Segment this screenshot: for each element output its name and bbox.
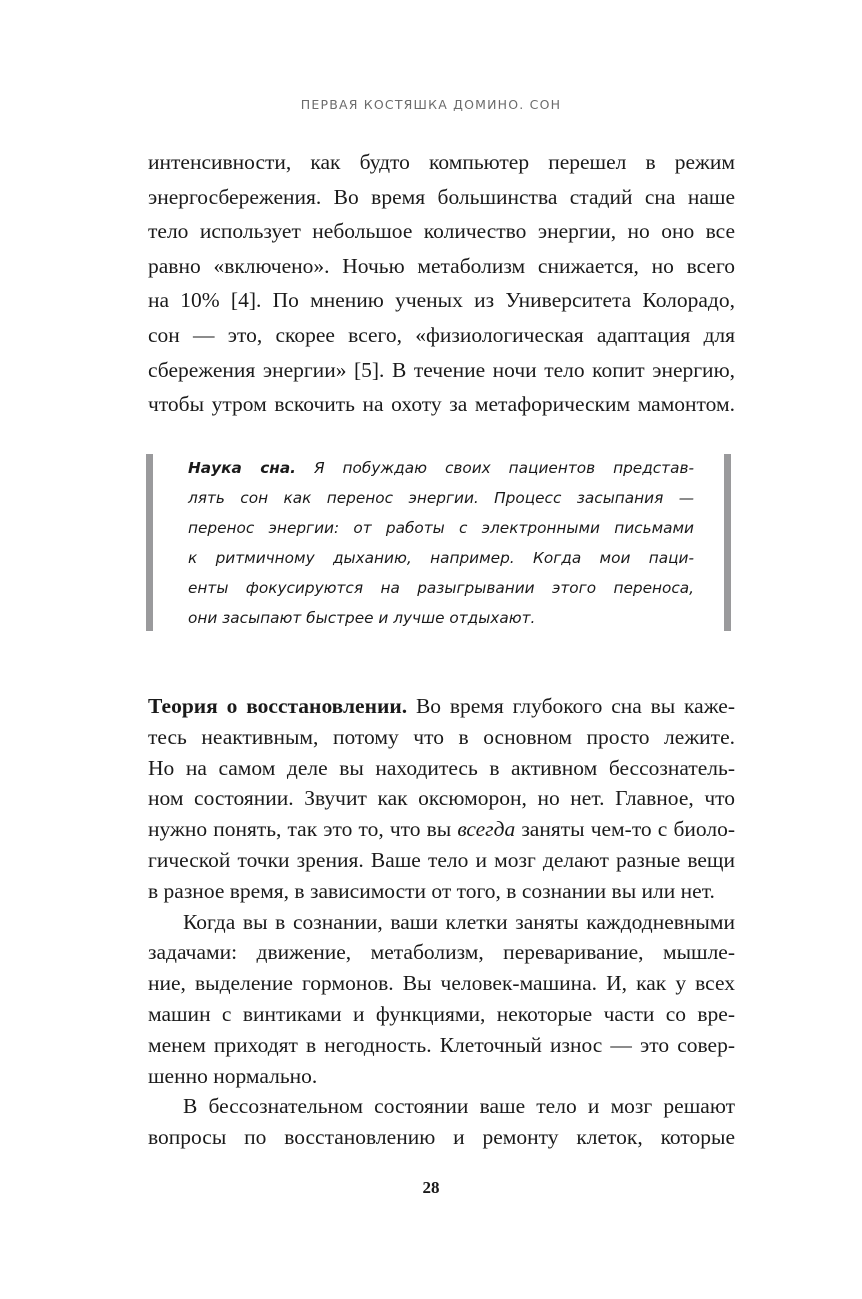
text-line [188,543,694,573]
text-line [148,145,735,180]
text-run: Когда вы в сознании, ваши клетки заняты каждодневными [183,909,735,934]
text-run: менем приходят в негодность. Клеточный износ — это совер- [148,1032,735,1057]
text-run: Я побуждаю своих пациентов представ- [296,459,694,477]
paragraph-awake-cells [148,907,735,1092]
text-run: они засыпают быстрее и лучше отдыхают. [188,609,536,627]
text-line [148,783,735,814]
text-line [148,907,735,938]
paragraph-energy-conservation [148,145,735,422]
paragraph-unconscious-repair [148,1091,735,1153]
text-run: равно «включено». Ночью метаболизм снижается, но всего [148,253,735,278]
text-run: тело использует небольшое количество энергии, но оно все [148,219,735,244]
text-run: Но на самом деле вы находитесь в активном бессознатель- [148,755,735,780]
text-run: ние, выделение гормонов. Вы человек-машина. И, как у всех [148,971,735,996]
text-run: сон — это, скорее всего, «физиологическая адаптация для [148,322,735,347]
text-run: шенно нормально. [148,1063,318,1088]
page-number: 28 [422,1178,440,1197]
italic-emphasis: всегда [457,817,516,842]
text-run: энергосбережения. Во время большинства стадий сна наше [148,184,735,209]
sidebar-text [188,453,694,633]
text-run: перенос энергии: от работы с электронными письмами [188,519,694,537]
text-line [148,814,735,845]
text-run: Во время глубокого сна вы каже- [407,694,735,718]
text-run: к ритмичному дыханию, например. Когда мои паци- [188,549,694,567]
text-run: сбережения энергии» [5]. В течение ночи тело копит энергию, [148,357,735,382]
text-run: машин с винтиками и функциями, некоторые части со вре- [148,1001,735,1026]
text-run: гической точки зрения. Ваше тело и мозг делают разные вещи [148,847,735,872]
text-run: вопросы по восстановлению и ремонту клеток, которые [148,1125,735,1150]
text-run: ном состоянии. Звучит как оксюморон, но нет. Главное, что [148,786,735,811]
text-line [148,999,735,1030]
bold-lead-in: Наука сна. [188,459,296,477]
sidebar-right-bar [724,454,731,631]
bold-lead-in: Теория о восстановлении. [148,694,408,718]
text-line [148,353,735,388]
text-line [148,318,735,353]
text-line [148,876,735,907]
text-line [148,1091,735,1122]
text-line [148,753,735,784]
text-line [148,180,735,215]
text-line [188,573,694,603]
text-line [148,937,735,968]
text-run: в разное время, в зависимости от того, в сознании вы или нет. [148,878,715,903]
sidebar-box-sleep-science [146,454,731,631]
text-run: чтобы утром вскочить на охоту за метафорическим мамонтом. [148,392,735,417]
text-line [148,249,735,284]
text-run: заняты чем-то с биоло- [515,817,735,842]
text-run: лять сон как перенос энергии. Процесс засыпания — [188,489,694,507]
text-line [148,1061,735,1092]
text-run: В бессознательном состоянии ваше тело и мозг решают [183,1094,735,1119]
text-line [148,968,735,999]
text-line [188,453,694,483]
text-line [148,214,735,249]
main-text-flow [148,691,735,1153]
text-run: задачами: движение, метаболизм, переваривание, мышле- [148,940,735,965]
running-header: ПЕРВАЯ КОСТЯШКА ДОМИНО. СОН [300,97,562,112]
text-run: интенсивности, как будто компьютер перешел в режим [148,150,735,174]
text-line [188,483,694,513]
text-line [188,603,694,633]
text-run: тесь неактивным, потому что в основном просто лежите. [148,724,735,749]
text-line [148,691,735,722]
text-line [188,513,694,543]
text-line [148,1122,735,1153]
text-run: нужно понять, так это то, что вы [148,817,458,842]
text-run: на 10% [4]. По мнению ученых из Университета Колорадо, [148,288,735,313]
text-run: енты фокусируются на разыгрывании этого переноса, [188,579,694,597]
text-line [148,845,735,876]
paragraph-restoration-theory [148,691,735,907]
text-line [148,387,735,422]
text-line [148,1030,735,1061]
text-line [148,283,735,318]
sidebar-left-bar [146,454,153,631]
text-line [148,722,735,753]
